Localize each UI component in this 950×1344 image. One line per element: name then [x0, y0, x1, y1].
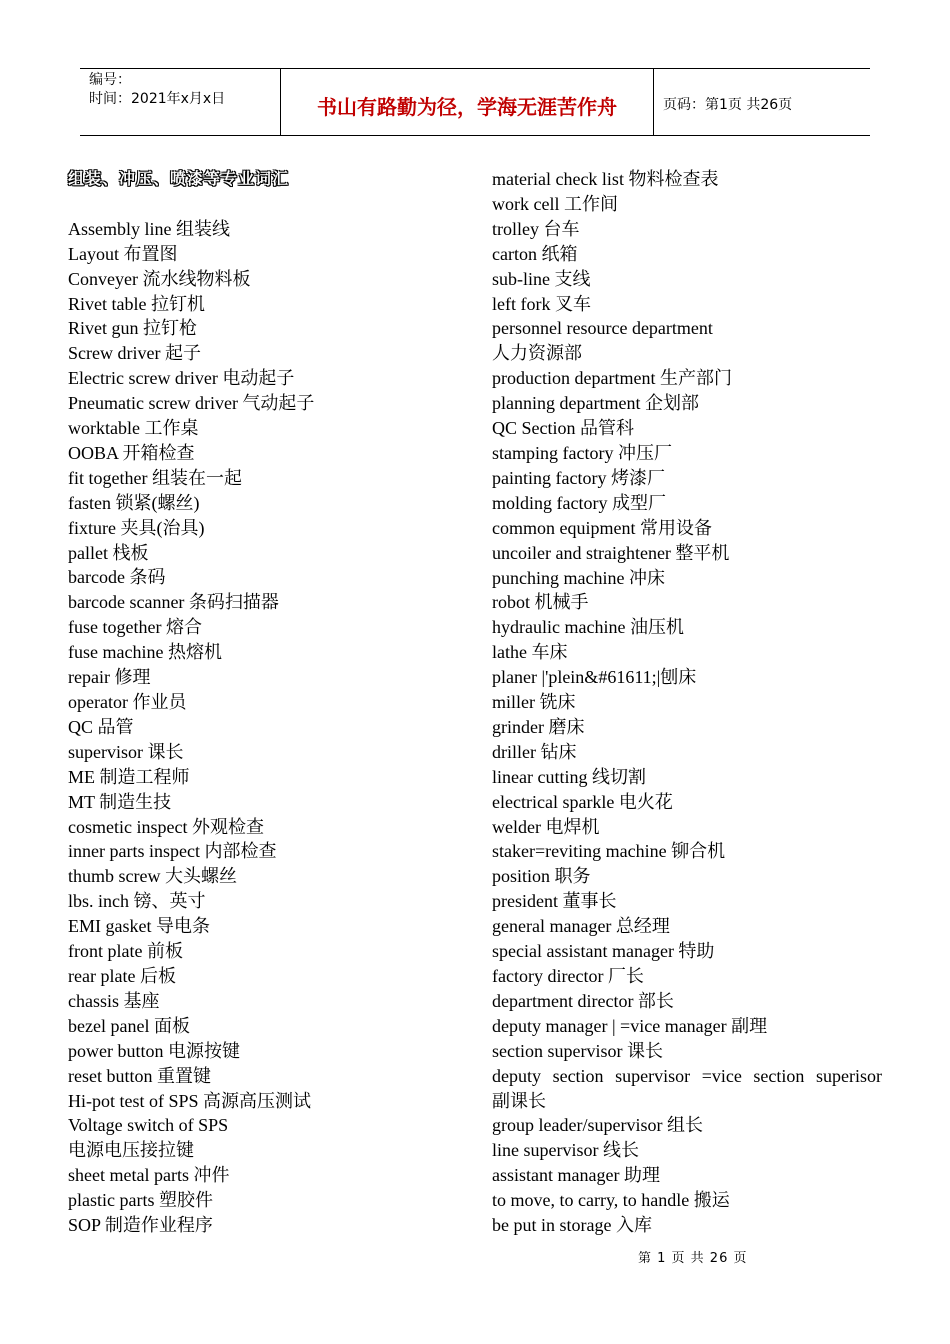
- page-footer: 第 1 页 共 26 页: [638, 1251, 748, 1266]
- term-entry: department director 部长: [492, 990, 674, 1011]
- section-title: 组装、冲压、喷漆等专业词汇: [68, 169, 290, 188]
- term-entry: group leader/supervisor 组长: [492, 1115, 703, 1136]
- term-entry: sheet metal parts 冲件: [68, 1165, 230, 1186]
- term-entry: MT 制造生技: [68, 791, 172, 812]
- term-entry: common equipment 常用设备: [492, 517, 712, 538]
- term-entry: uncoiler and straightener 整平机: [492, 542, 730, 563]
- term-entry: miller 铣床: [492, 692, 576, 713]
- term-entry: Screw driver 起子: [68, 343, 201, 364]
- term-entry: hydraulic machine 油压机: [492, 617, 684, 638]
- term-entry: SOP 制造作业程序: [68, 1215, 213, 1236]
- term-entry: work cell 工作间: [492, 193, 618, 214]
- term-entry: Rivet gun 拉钉枪: [68, 318, 197, 339]
- term-entry: ME 制造工程师: [68, 766, 190, 787]
- term-entry: fasten 锁紧(螺丝): [68, 492, 200, 513]
- term-entry: staker=reviting machine 铆合机: [492, 841, 726, 862]
- left-term-list: [68, 217, 468, 1238]
- term-entry: QC 品管: [68, 716, 134, 737]
- left-column: [68, 167, 468, 1238]
- term-entry: supervisor 课长: [68, 741, 184, 762]
- term-entry: planning department 企划部: [492, 393, 699, 414]
- term-entry: factory director 厂长: [492, 966, 644, 986]
- term-entry: fuse machine 热熔机: [68, 642, 222, 663]
- term-entry: front plate 前板: [68, 941, 183, 962]
- term-entry: linear cutting 线切割: [492, 766, 646, 787]
- term-entry: section supervisor 课长: [492, 1040, 663, 1061]
- document-header: [80, 68, 870, 136]
- term-entry: stamping factory 冲压厂: [492, 442, 672, 463]
- term-entry: barcode scanner 条码扫描器: [68, 592, 279, 613]
- term-entry: Electric screw driver 电动起子: [68, 368, 295, 389]
- term-entry: fit together 组装在一起: [68, 467, 242, 488]
- term-entry: operator 作业员: [68, 692, 187, 713]
- term-entry: personnel resource department: [492, 318, 713, 339]
- term-entry: inner parts inspect 内部检查: [68, 841, 277, 862]
- term-entry: robot 机械手: [492, 592, 589, 613]
- term-entry: Hi-pot test of SPS 高源高压测试: [68, 1090, 312, 1111]
- term-entry: fuse together 熔合: [68, 617, 202, 638]
- term-entry: welder 电焊机: [492, 816, 600, 837]
- term-entry: molding factory 成型厂: [492, 492, 666, 513]
- term-entry: be put in storage 入库: [492, 1215, 652, 1236]
- term-entry: general manager 总经理: [492, 916, 670, 937]
- right-column: [492, 167, 884, 1238]
- term-entry: cosmetic inspect 外观检查: [68, 816, 264, 837]
- term-entry: line supervisor 线长: [492, 1140, 639, 1161]
- term-entry: worktable 工作桌: [68, 418, 199, 439]
- term-entry: 副课长: [492, 1090, 546, 1111]
- term-entry: EMI gasket 导电条: [68, 916, 210, 937]
- term-entry: lathe 车床: [492, 642, 568, 663]
- term-entry: fixture 夹具(治具): [68, 517, 205, 538]
- term-entry: Assembly line 组装线: [68, 218, 230, 239]
- term-entry: repair 修理: [68, 667, 151, 688]
- term-entry: Layout 布置图: [68, 243, 178, 264]
- term-entry: planer |'plein&#61611;|刨床: [492, 667, 697, 688]
- term-entry: thumb screw 大头螺丝: [68, 866, 237, 887]
- term-entry: bezel panel 面板: [68, 1015, 190, 1036]
- term-entry: to move, to carry, to handle 搬运: [492, 1190, 730, 1211]
- term-entry: barcode 条码: [68, 567, 166, 588]
- header-motto: 书山有路勤为径，学海无涯苦作舟: [281, 69, 654, 135]
- term-entry: Conveyer 流水线物料板: [68, 268, 251, 289]
- term-entry: reset button 重置键: [68, 1065, 211, 1086]
- header-meta: [80, 69, 281, 135]
- term-entry: lbs. inch 镑、英寸: [68, 891, 206, 912]
- term-entry: Voltage switch of SPS: [68, 1115, 229, 1136]
- term-entry: OOBA 开箱检查: [68, 442, 195, 463]
- term-entry: driller 钻床: [492, 741, 577, 762]
- term-entry: special assistant manager 特助: [492, 941, 715, 962]
- term-entry: material check list 物料检查表: [492, 169, 719, 189]
- term-entry: punching machine 冲床: [492, 567, 665, 588]
- header-serial: 编号：: [89, 72, 131, 88]
- term-entry: electrical sparkle 电火花: [492, 791, 673, 812]
- term-entry: power button 电源按键: [68, 1040, 240, 1061]
- term-entry: trolley 台车: [492, 218, 580, 239]
- right-term-list: [492, 167, 884, 1238]
- term-entry: carton 纸箱: [492, 243, 578, 264]
- term-entry: 电源电压接拉键: [68, 1140, 194, 1161]
- term-entry: chassis 基座: [68, 990, 160, 1011]
- term-entry: deputy section supervisor =vice section superisor: [492, 1065, 882, 1086]
- term-entry: QC Section 品管科: [492, 418, 634, 439]
- term-entry: rear plate 后板: [68, 965, 176, 986]
- term-entry: position 职务: [492, 866, 591, 887]
- term-entry: painting factory 烤漆厂: [492, 467, 665, 488]
- term-entry: deputy manager | =vice manager 副理: [492, 1015, 768, 1036]
- term-entry: sub-line 支线: [492, 268, 591, 289]
- term-entry: president 董事长: [492, 891, 617, 912]
- term-entry: Pneumatic screw driver 气动起子: [68, 393, 315, 414]
- term-entry: grinder 磨床: [492, 716, 585, 737]
- term-entry: production department 生产部门: [492, 368, 732, 389]
- term-entry: Rivet table 拉钉机: [68, 293, 205, 314]
- header-page-info: 页码：第1页 共26页: [663, 97, 793, 113]
- term-entry: left fork 叉车: [492, 293, 591, 314]
- term-entry: 人力资源部: [492, 343, 582, 364]
- header-time: 时间：2021年x月x日: [89, 91, 226, 107]
- term-entry: assistant manager 助理: [492, 1165, 660, 1186]
- term-entry: pallet 栈板: [68, 542, 149, 563]
- term-entry: plastic parts 塑胶件: [68, 1190, 213, 1211]
